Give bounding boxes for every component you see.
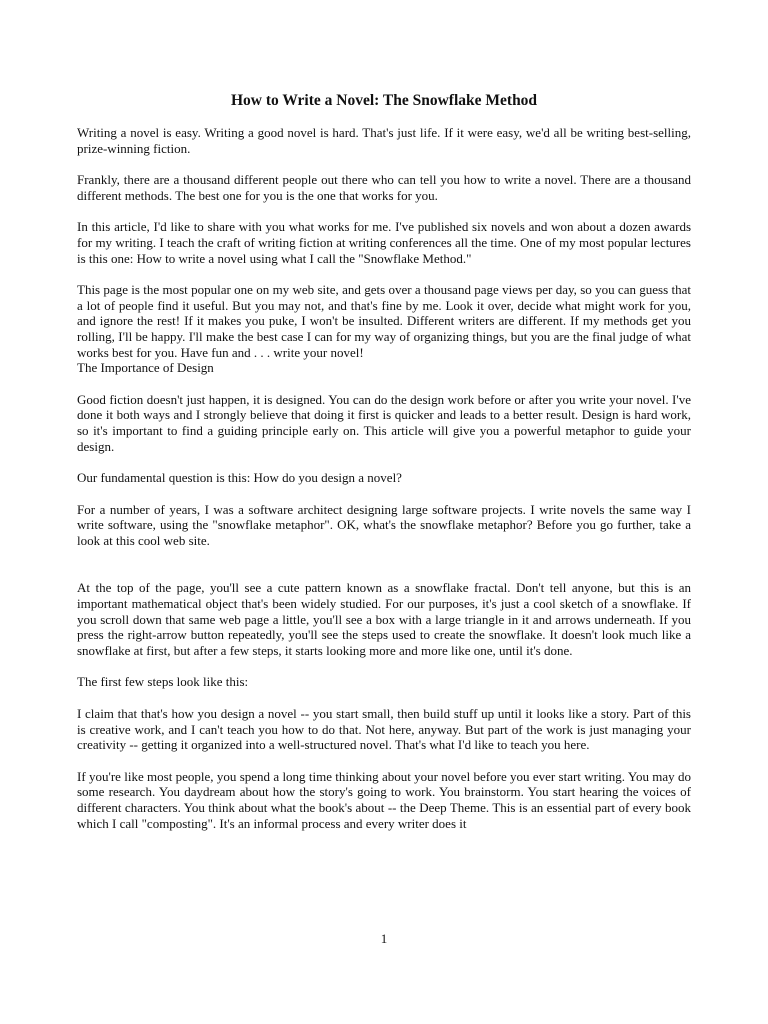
paragraph-design-a-novel: I claim that that's how you design a novel -- you start small, then build stuff up until it looks like a story. Part of this is creative work, and I can't teach you how to do that. Not here, anyway. But part of the work is just managing your creativity -- getting it organized into a well-structured novel. That's what I'd like to teach you here. bbox=[77, 706, 691, 753]
page-number: 1 bbox=[380, 931, 388, 946]
document-body bbox=[77, 125, 691, 831]
paragraph-intro: Writing a novel is easy. Writing a good novel is hard. That's just life. If it were easy, we'd all be writing best-selling, prize-winning fiction. bbox=[77, 125, 691, 156]
document-title: How to Write a Novel: The Snowflake Method bbox=[230, 92, 538, 109]
paragraph-composting: If you're like most people, you spend a long time thinking about your novel before you ever start writing. You may do some research. You daydream about how the story's going to work. You brainstorm. You start hearing the voices of different characters. You think about what the book's about -- the Deep Theme. This is an essential part of every book which I call "composting". It's an informal process and every writer does it bbox=[77, 768, 691, 831]
paragraph-snowflake-fractal: At the top of the page, you'll see a cute pattern known as a snowflake fractal. Don't tell anyone, but this is an important mathematical object that's been widely studied. For our purposes, it's just a cool sketch of a snowflake. If you scroll down that same web page a little, you'll see a box with a large triangle in it and arrows underneath. If you press the right-arrow button repeatedly, you'll see the steps used to create the snowflake. It doesn't look much like a snowflake at first, but after a few steps, it starts looking more and more like one, until it's done. bbox=[77, 580, 691, 658]
paragraph-popular-page: This page is the most popular one on my web site, and gets over a thousand page views per day, so you can guess that a lot of people find it useful. But you may not, and that's fine by me. Look it over, decide what might work for you, and ignore the rest! If it makes you puke, I won't be insulted. Different writers are different. If my methods get you rolling, I'll be happy. I'll make the best case I can for my way of organizing things, but you are the final judge of what works best for you. Have fun and . . . write your novel! bbox=[77, 282, 691, 360]
paragraph-about-author: In this article, I'd like to share with you what works for me. I've published six novels and won about a dozen awards for my writing. I teach the craft of writing fiction at writing conferences all the time. One of my most popular lectures is this one: How to write a novel using what I call the "Snowflake Method." bbox=[77, 219, 691, 266]
paragraph-first-steps: The first few steps look like this: bbox=[77, 674, 249, 690]
paragraph-software-architect: For a number of years, I was a software architect designing large software projects. I write novels the same way I write software, using the "snowflake metaphor". OK, what's the snowflake metaphor? Before you go further, take a look at this cool web site. bbox=[77, 501, 691, 548]
section-heading-importance-of-design: The Importance of Design bbox=[77, 360, 214, 376]
document-page bbox=[77, 0, 691, 1024]
paragraph-fundamental-question: Our fundamental question is this: How do you design a novel? bbox=[77, 470, 402, 486]
paragraph-design: Good fiction doesn't just happen, it is designed. You can do the design work before or after you write your novel. I've done it both ways and I strongly believe that doing it first is quicker and leads to a better result. Design is hard work, so it's important to find a guiding principle early on. This article will give you a powerful metaphor to guide your design. bbox=[77, 391, 691, 454]
paragraph-methods: Frankly, there are a thousand different people out there who can tell you how to write a novel. There are a thousand different methods. The best one for you is the one that works for you. bbox=[77, 172, 691, 203]
